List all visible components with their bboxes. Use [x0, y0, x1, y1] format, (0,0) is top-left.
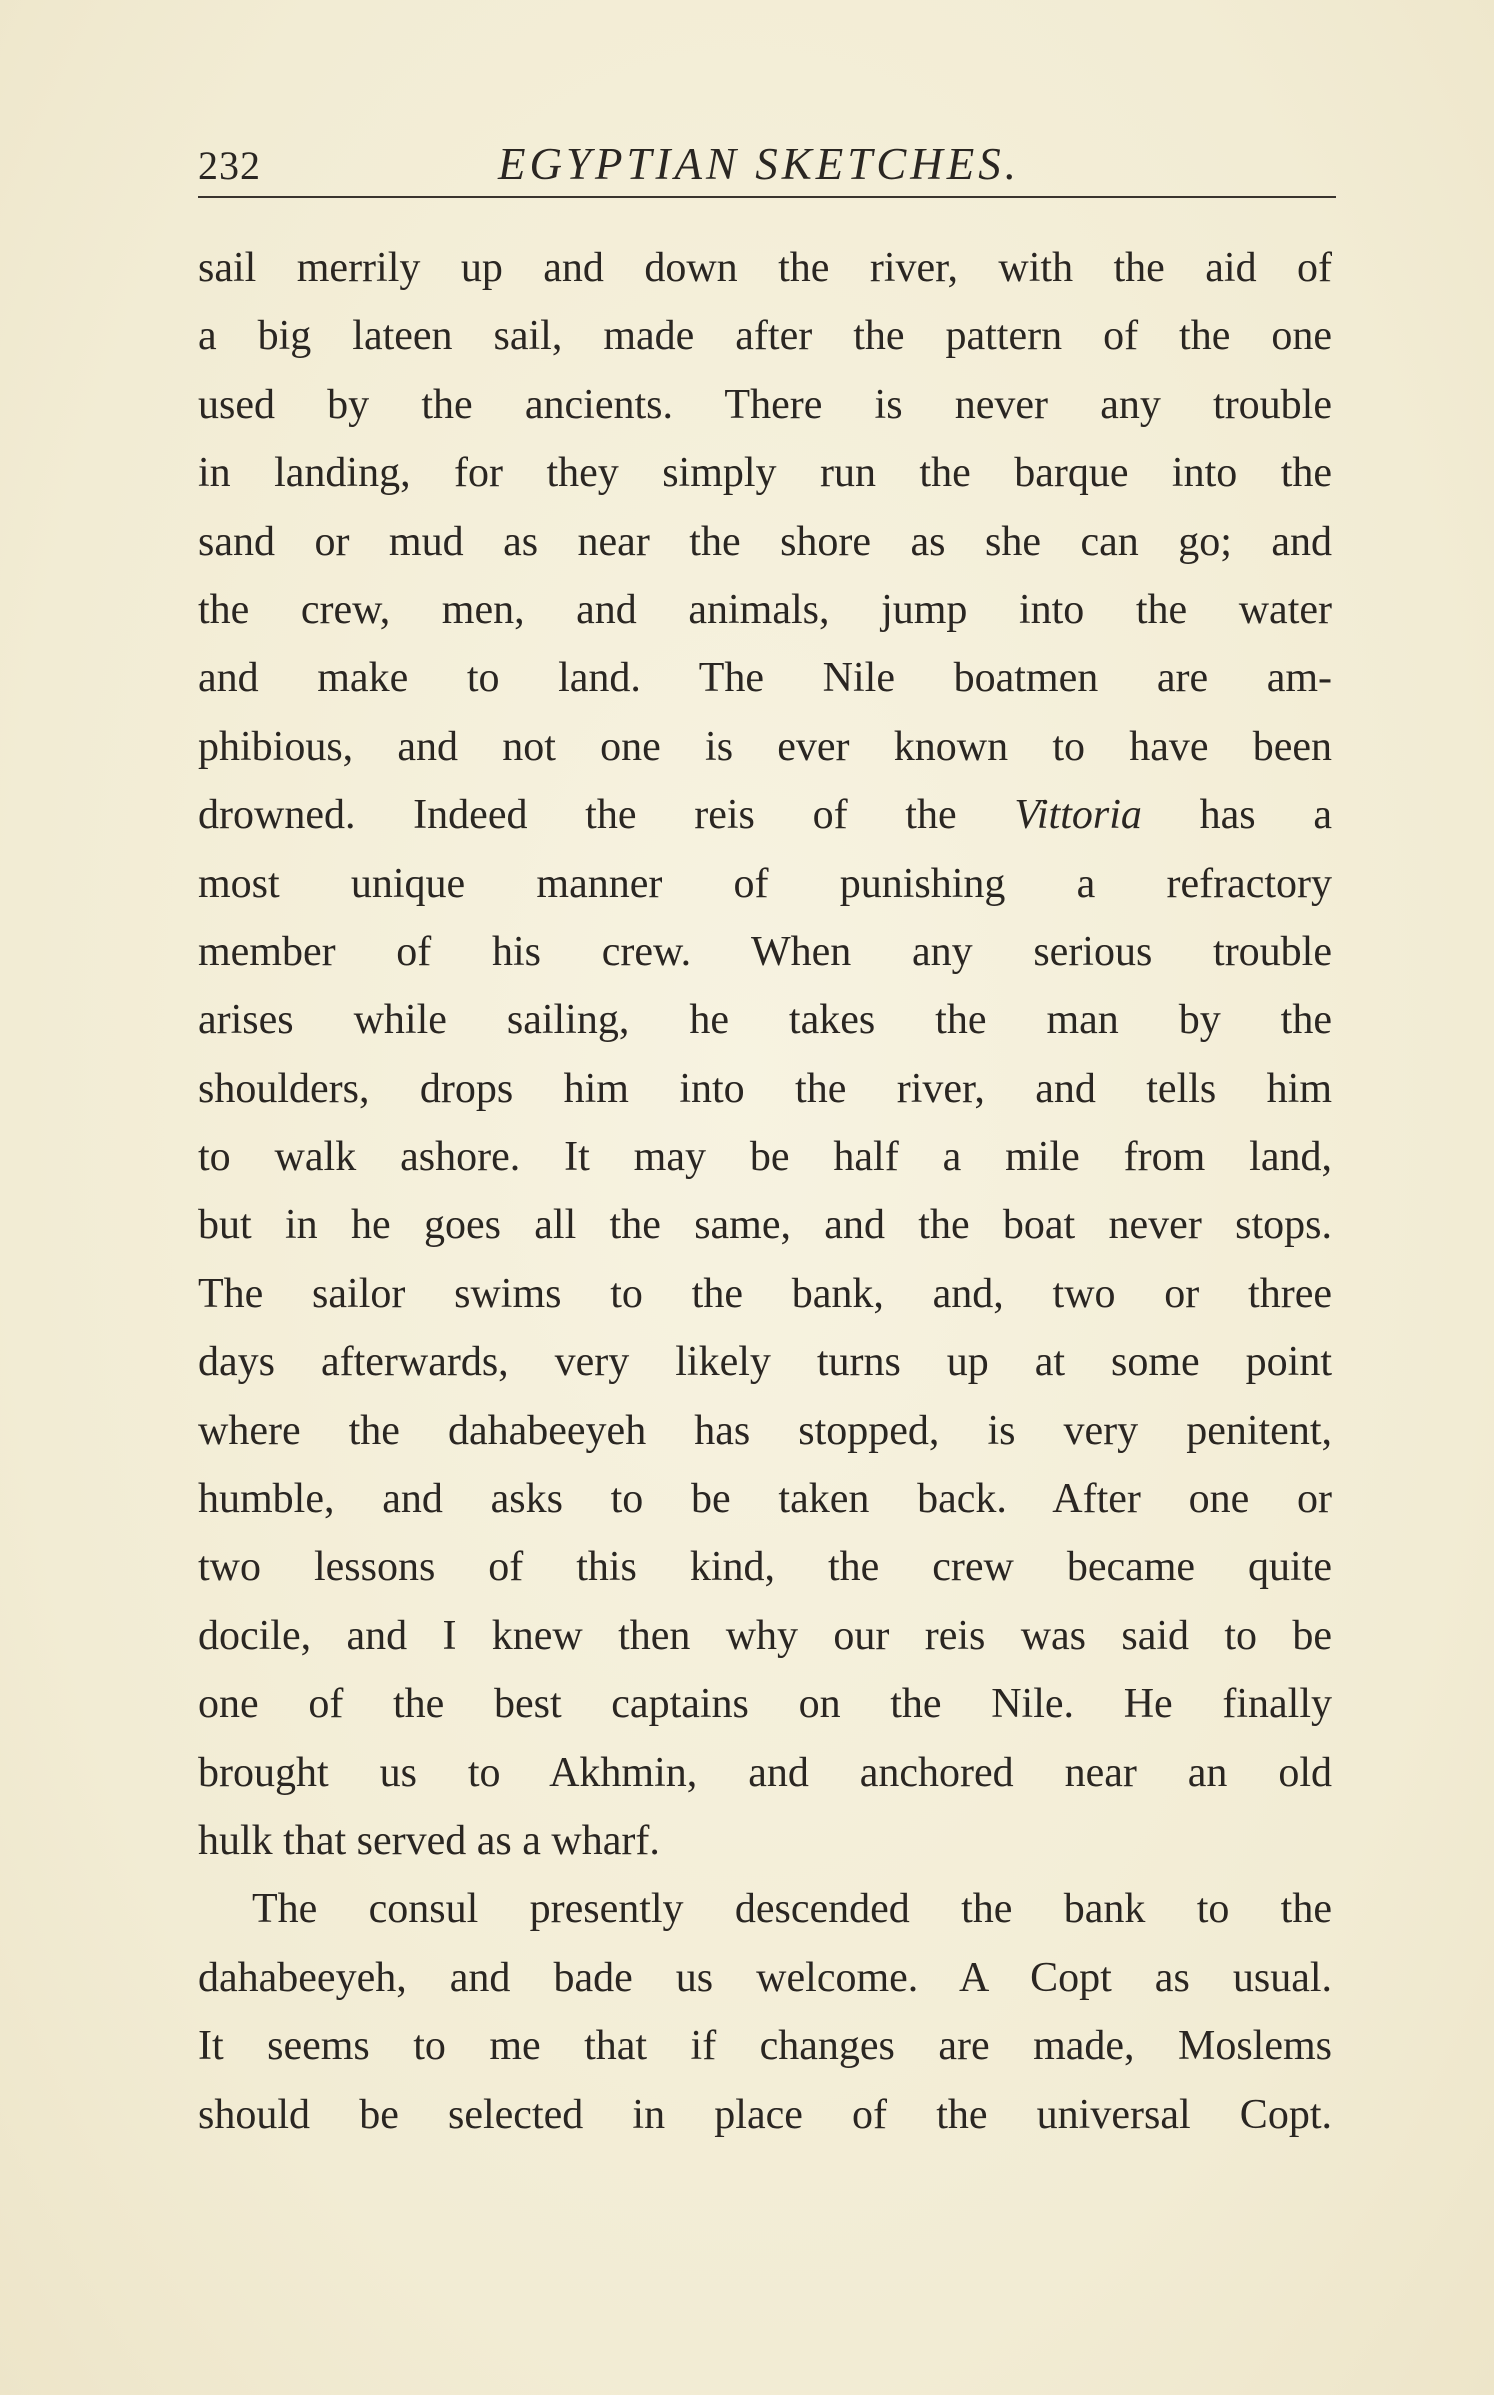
text-line: used by the ancients. There is never any trouble: [198, 381, 1332, 428]
text-line: shoulders, drops him into the river, and tells him: [198, 1065, 1332, 1112]
text-line: most unique manner of punishing a refractory: [198, 860, 1332, 907]
text-line: It seems to me that if changes are made, Moslems: [198, 2023, 1332, 2070]
text-line: arises while sailing, he takes the man by the: [198, 997, 1332, 1044]
text-line: one of the best captains on the Nile. He finally: [198, 1681, 1332, 1728]
running-head: EGYPTIAN SKETCHES.: [498, 139, 1021, 189]
text-line: phibious, and not one is ever known to have been: [198, 723, 1332, 770]
text-line: to walk ashore. It may be half a mile from land,: [198, 1134, 1332, 1181]
text-line: should be selected in place of the universal Copt.: [198, 2091, 1332, 2138]
page-number: 232: [198, 143, 261, 188]
text-line: member of his crew. When any serious trouble: [198, 928, 1332, 975]
text-segment: has a: [1141, 792, 1332, 839]
text-line: humble, and asks to be taken back. After one or: [198, 1476, 1332, 1523]
text-line: two lessons of this kind, the crew became quite: [198, 1544, 1332, 1591]
text-line: The sailor swims to the bank, and, two or three: [198, 1270, 1332, 1317]
text-line: brought us to Akhmin, and anchored near an old: [198, 1749, 1332, 1796]
text-line: docile, and I knew then why our reis was said to be: [198, 1612, 1332, 1659]
text-line: sand or mud as near the shore as she can go; and: [198, 518, 1332, 565]
text-line: sail merrily up and down the river, with the aid of: [198, 245, 1332, 291]
text-line-with-italic: [198, 781, 1332, 849]
text-line: where the dahabeeyeh has stopped, is very penitent,: [198, 1407, 1332, 1454]
text-line: but in he goes all the same, and the boat never stops.: [198, 1202, 1332, 1249]
text-line: days afterwards, very likely turns up at some point: [198, 1339, 1332, 1386]
body-text: [198, 234, 1332, 2149]
text-line: a big lateen sail, made after the pattern of the one: [198, 313, 1332, 360]
text-line: dahabeeyeh, and bade us welcome. A Copt as usual.: [198, 1954, 1332, 2001]
paragraph-first-line: The consul presently descended the bank to the: [252, 1886, 1332, 1933]
header-rule: [198, 196, 1336, 198]
boat-name-italic: Vittoria: [1014, 792, 1142, 839]
paragraph-last-line: hulk that served as a wharf.: [198, 1817, 660, 1864]
text-segment: drowned. Indeed the reis of the: [198, 792, 1015, 839]
text-line: the crew, men, and animals, jump into the water: [198, 586, 1332, 633]
text-line: in landing, for they simply run the barque into the: [198, 450, 1332, 497]
text-line: and make to land. The Nile boatmen are am-: [198, 655, 1332, 702]
page-header: [198, 138, 1338, 198]
